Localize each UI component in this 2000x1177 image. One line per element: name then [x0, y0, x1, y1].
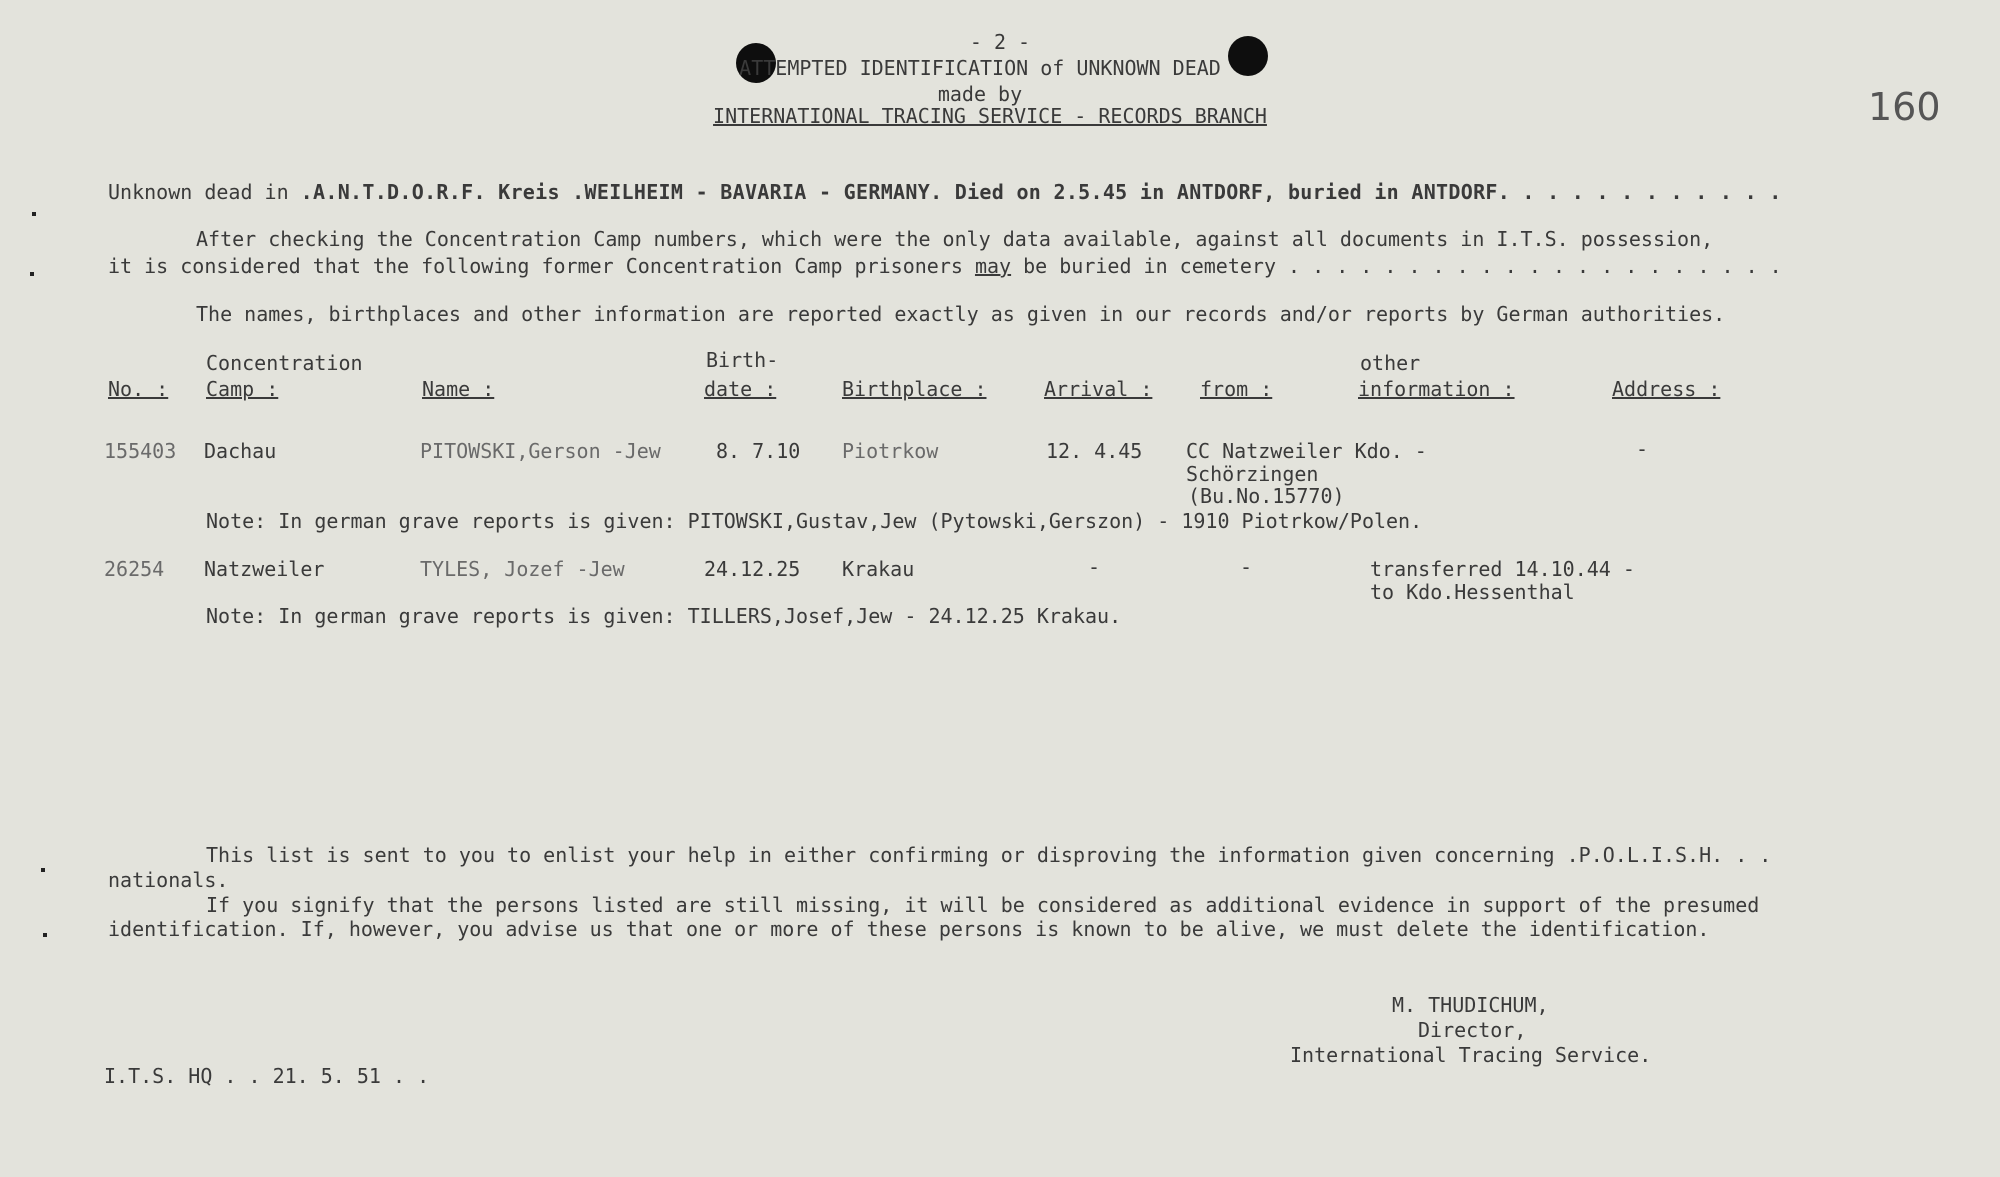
organization-header: INTERNATIONAL TRACING SERVICE - RECORDS BRANCH [713, 104, 1267, 128]
unknown-dead-line [108, 180, 1782, 204]
closing-line-4: identification. If, however, you advise us that one or more of these persons is known to be alive, we must delete the identification. [108, 917, 1710, 941]
footer-hq-date: I.T.S. HQ . . 21. 5. 51 . . [104, 1064, 430, 1088]
made-by-line: made by [937, 82, 1023, 106]
intro-may: may [974, 254, 1012, 278]
margin-mark [43, 933, 47, 937]
margin-mark [30, 272, 34, 276]
header-camp-top: Concentration [206, 351, 363, 375]
row1-arrival: 12. 4.45 [1046, 439, 1143, 463]
row2-no: 26254 [104, 557, 165, 581]
row1-from-3: (Bu.No.15770) [1188, 484, 1345, 508]
intro-paragraph-2: The names, birthplaces and other information are reported exactly as given in our records and/or reports by German authorities. [196, 302, 1726, 326]
row1-from: CC Natzweiler Kdo. - [1186, 439, 1427, 463]
closing-line-3: If you signify that the persons listed are still missing, it will be considered as additional evidence in support of the presumed [206, 893, 1760, 917]
header-birthdate: date : [704, 377, 777, 401]
header-birthplace: Birthplace : [842, 377, 987, 401]
row2-name: TYLES, Jozef -Jew [420, 557, 625, 581]
header-arrival: Arrival : [1044, 377, 1153, 401]
closing-line-2: nationals. [108, 868, 229, 892]
margin-mark [41, 868, 45, 872]
row2-birthdate: 24.12.25 [704, 557, 801, 581]
signature-organization: International Tracing Service. [1290, 1043, 1652, 1067]
row2-other-2: to Kdo.Hessenthal [1370, 580, 1575, 604]
header-other-top: other [1360, 351, 1421, 375]
row1-camp: Dachau [204, 439, 277, 463]
row1-name: PITOWSKI,Gerson -Jew [420, 439, 661, 463]
row1-from-2: Schörzingen [1186, 462, 1319, 486]
header-address: Address : [1612, 377, 1721, 401]
row1-address: - [1636, 437, 1649, 461]
page-number: - 2 - [969, 30, 1031, 54]
header-birth-top: Birth- [706, 348, 779, 372]
row2-arrival: - [1088, 555, 1101, 579]
row2-other: transferred 14.10.44 - [1370, 557, 1635, 581]
row1-note: Note: In german grave reports is given: PITOWSKI,Gustav,Jew (Pytowski,Gerszon) - 1910 Piotrkow/Polen. [206, 509, 1423, 533]
row2-camp: Natzweiler [204, 557, 325, 581]
row1-birthplace: Piotrkow [842, 439, 939, 463]
row2-from: - [1240, 555, 1253, 579]
header-other-info: information : [1358, 377, 1515, 401]
signature-title: Director, [1418, 1018, 1527, 1042]
row1-birthdate: 8. 7.10 [716, 439, 801, 463]
intro-paragraph-line-2 [108, 254, 1782, 278]
closing-line-1: This list is sent to you to enlist your help in either confirming or disproving the information given concerning .P.O.L.I.S.H. . . [206, 843, 1772, 867]
signature-name: M. THUDICHUM, [1392, 993, 1549, 1017]
header-from: from : [1200, 377, 1273, 401]
row2-note: Note: In german grave reports is given: TILLERS,Josef,Jew - 24.12.25 Krakau. [206, 604, 1122, 628]
header-name: Name : [422, 377, 495, 401]
intro-paragraph-line-1: After checking the Concentration Camp numbers, which were the only data available, against all documents in I.T.S. possession, [196, 227, 1714, 251]
row2-birthplace: Krakau [842, 557, 915, 581]
unknown-dead-label: Unknown dead in [108, 180, 289, 204]
margin-mark [32, 212, 36, 216]
header-no: No. : [108, 377, 169, 401]
unknown-dead-place: .A.N.T.D.O.R.F. Kreis .WEILHEIM - BAVARIA - GERMANY. Died on 2.5.45 in ANTDORF, buried in ANTDORF. . . . . . . . . . . . [300, 180, 1782, 204]
intro-line-2-a: it is considered that the following former Concentration Camp prisoners [108, 254, 963, 278]
row1-no: 155403 [104, 439, 177, 463]
header-camp: Camp : [206, 377, 279, 401]
intro-line-2-b: be buried in cemetery . . . . . . . . . . . . . . . . . . . . . [1023, 254, 1782, 278]
document-title: ATTEMPTED IDENTIFICATION of UNKNOWN DEAD [739, 56, 1221, 80]
folio-number: 160 [1868, 85, 1941, 129]
